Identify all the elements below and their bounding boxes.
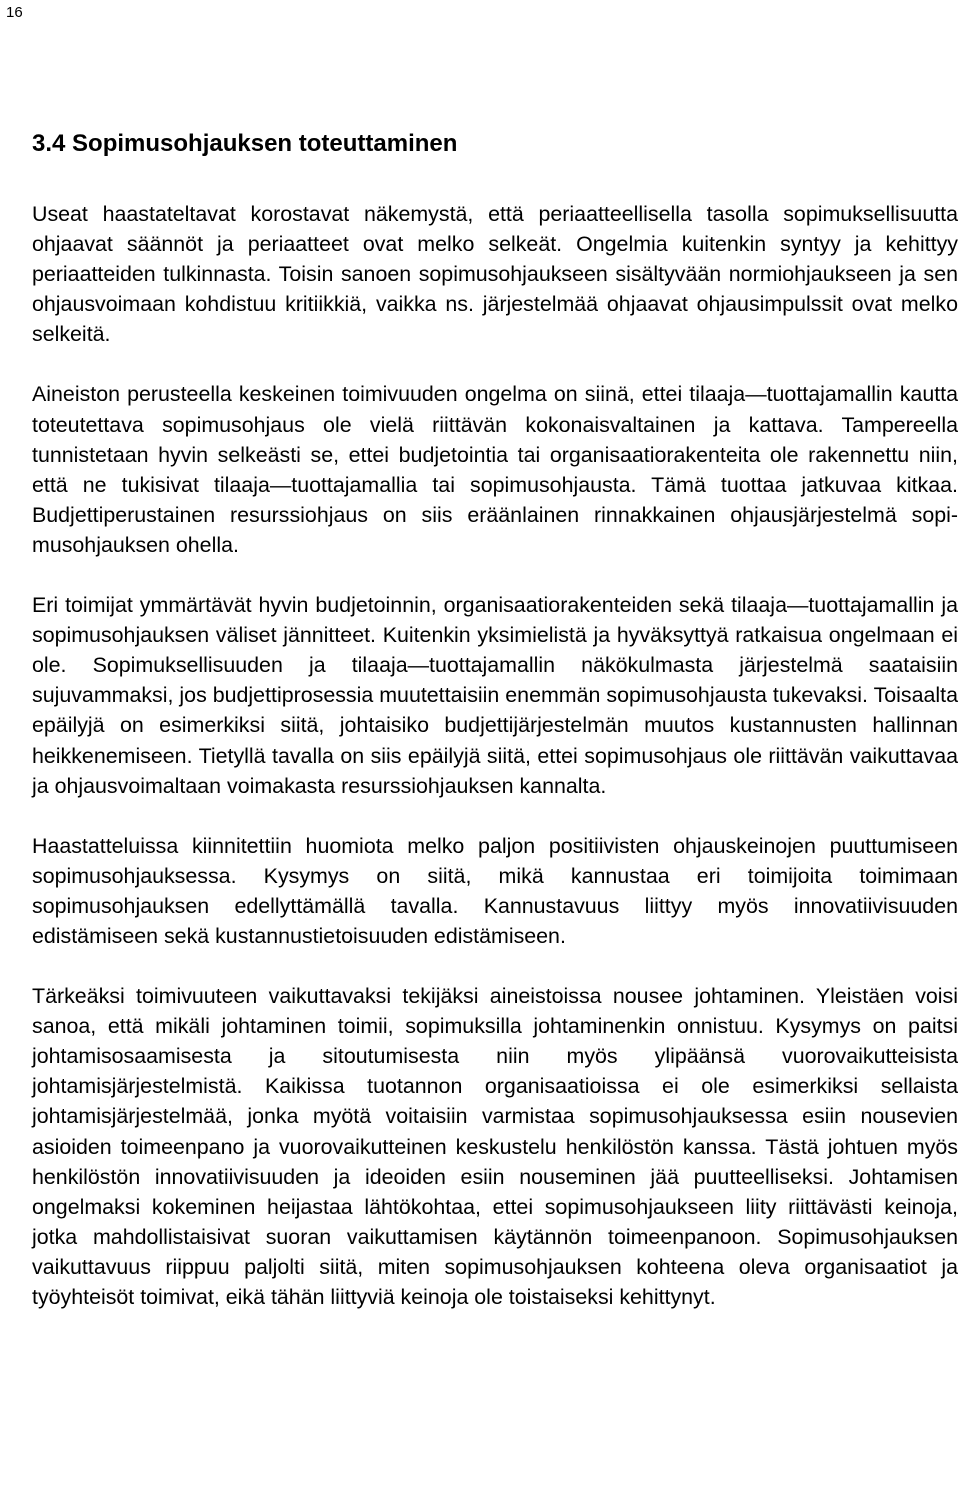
section-heading: 3.4 Sopimusohjauksen toteuttaminen	[32, 130, 458, 157]
paragraph-3: Eri toimijat ymmärtävät hyvin budjetoinnin, organisaatiorakenteiden sekä tilaaja—tuottajamallin ja sopimusohjauksen väliset jännitteet. Kuitenkin yksimielistä ja hyväksyttyä ratkaisua ongelmaan ei ole. Sopimuksellisuuden ja tilaaja—tuottajamallin näkökulmasta järjestelmä saataisiin sujuvammaksi, jos budjettiprosessia muutettaisiin enemmän sopimusohjausta tukevaksi. Toisaalta epäilyjä on esimerkiksi siitä, johtaisiko budjettijärjestelmän muutos kustannusten hallinnan heikkenemiseen. Tietyllä tavalla on siis epäilyjä siitä, ettei sopimusohjaus ole riittävän vaikuttavaa ja ohjausvoimaltaan voimakasta resurssiohjauksen kannalta.	[32, 593, 958, 798]
paragraph-4: Haastatteluissa kiinnitettiin huomiota melko paljon positiivisten ohjauskeinojen puuttumiseen sopimusohjauksessa. Kysymys on siitä, mikä kannustaa eri toimijoita toimimaan sopimusohjauksen edellyttämällä tavalla. Kannustavuus liittyy myös innovatiivisuuden edistämiseen sekä kustannustietoisuuden edistämiseen.	[32, 833, 958, 948]
paragraph-5: Tärkeäksi toimivuuteen vaikuttavaksi tekijäksi aineistoissa nousee johtaminen. Yleistäen voisi sanoa, että mikäli johtaminen toimii, sopimuksilla johtaminenkin onnistuu. Kysymys on paitsi johtamisosaamisesta ja sitoutumisesta niin myös ylipäänsä vuorovaikutteisista johtamisjärjestelmistä. Kaikissa tuotannon organisaatioissa ei ole esimerkiksi sellaista johtamisjärjestelmää, jonka myötä voitaisiin varmistaa sopimusohjauksessa esiin nousevien asioiden toimeenpano ja vuorovaikutteinen keskustelu henkilöstön kanssa. Tästä johtuen myös henkilöstön innovatiivisuuden ja ideoiden esiin nouseminen jää puutteelliseksi. Johtamisen ongelmaksi kokeminen heijastaa lähtökohtaa, ettei sopimusohjaukseen liity riittävästi keinoja, jotka mahdollistaisivat suoran vaikuttamisen käytännön toimeenpanoon. Sopimusohjauksen vaikuttavuus riippuu paljolti siitä, miten sopimusohjauksen kohteena oleva organisaatiot ja työyhteisöt toimivat, eikä tähän liittyviä keinoja ole toistaiseksi kehittynyt.	[32, 984, 958, 1309]
paragraph-2: Aineiston perusteella keskeinen toimivuuden ongelma on siinä, ettei tilaaja—tuottajamallin kautta toteutettava sopimusohjaus ole vielä riittävän kokonaisvaltainen ja kattava. Tampereella tunnistetaan hyvin selkeästi se, ettei budjetointia tai organisaatiorakenteita ole rakennettu niin, että ne tukisivat tilaaja—tuottajamallia tai sopimusohjausta. Tämä tuottaa jatkuvaa kitkaa. Budjettiperustainen resurssiohjaus on siis eräänlainen rinnakkainen ohjausjärjestelmä sopimusohjauksen ohella.	[32, 382, 958, 557]
page-number: 16	[6, 4, 23, 21]
paragraph-1: Useat haastateltavat korostavat näkemystä, että periaatteellisella tasolla sopimuksellisuutta ohjaavat säännöt ja periaatteet ovat melko selkeät. Ongelmia kuitenkin syntyy ja kehittyy periaatteiden tulkinnasta. Toisin sanoen sopimusohjaukseen sisältyvään normiohjaukseen ja sen ohjausvoimaan kohdistuu kritiikkiä, vaikka ns. järjestelmää ohjaavat ohjausimpulssit ovat melko selkeitä.	[32, 202, 958, 347]
body-text	[32, 199, 958, 1312]
